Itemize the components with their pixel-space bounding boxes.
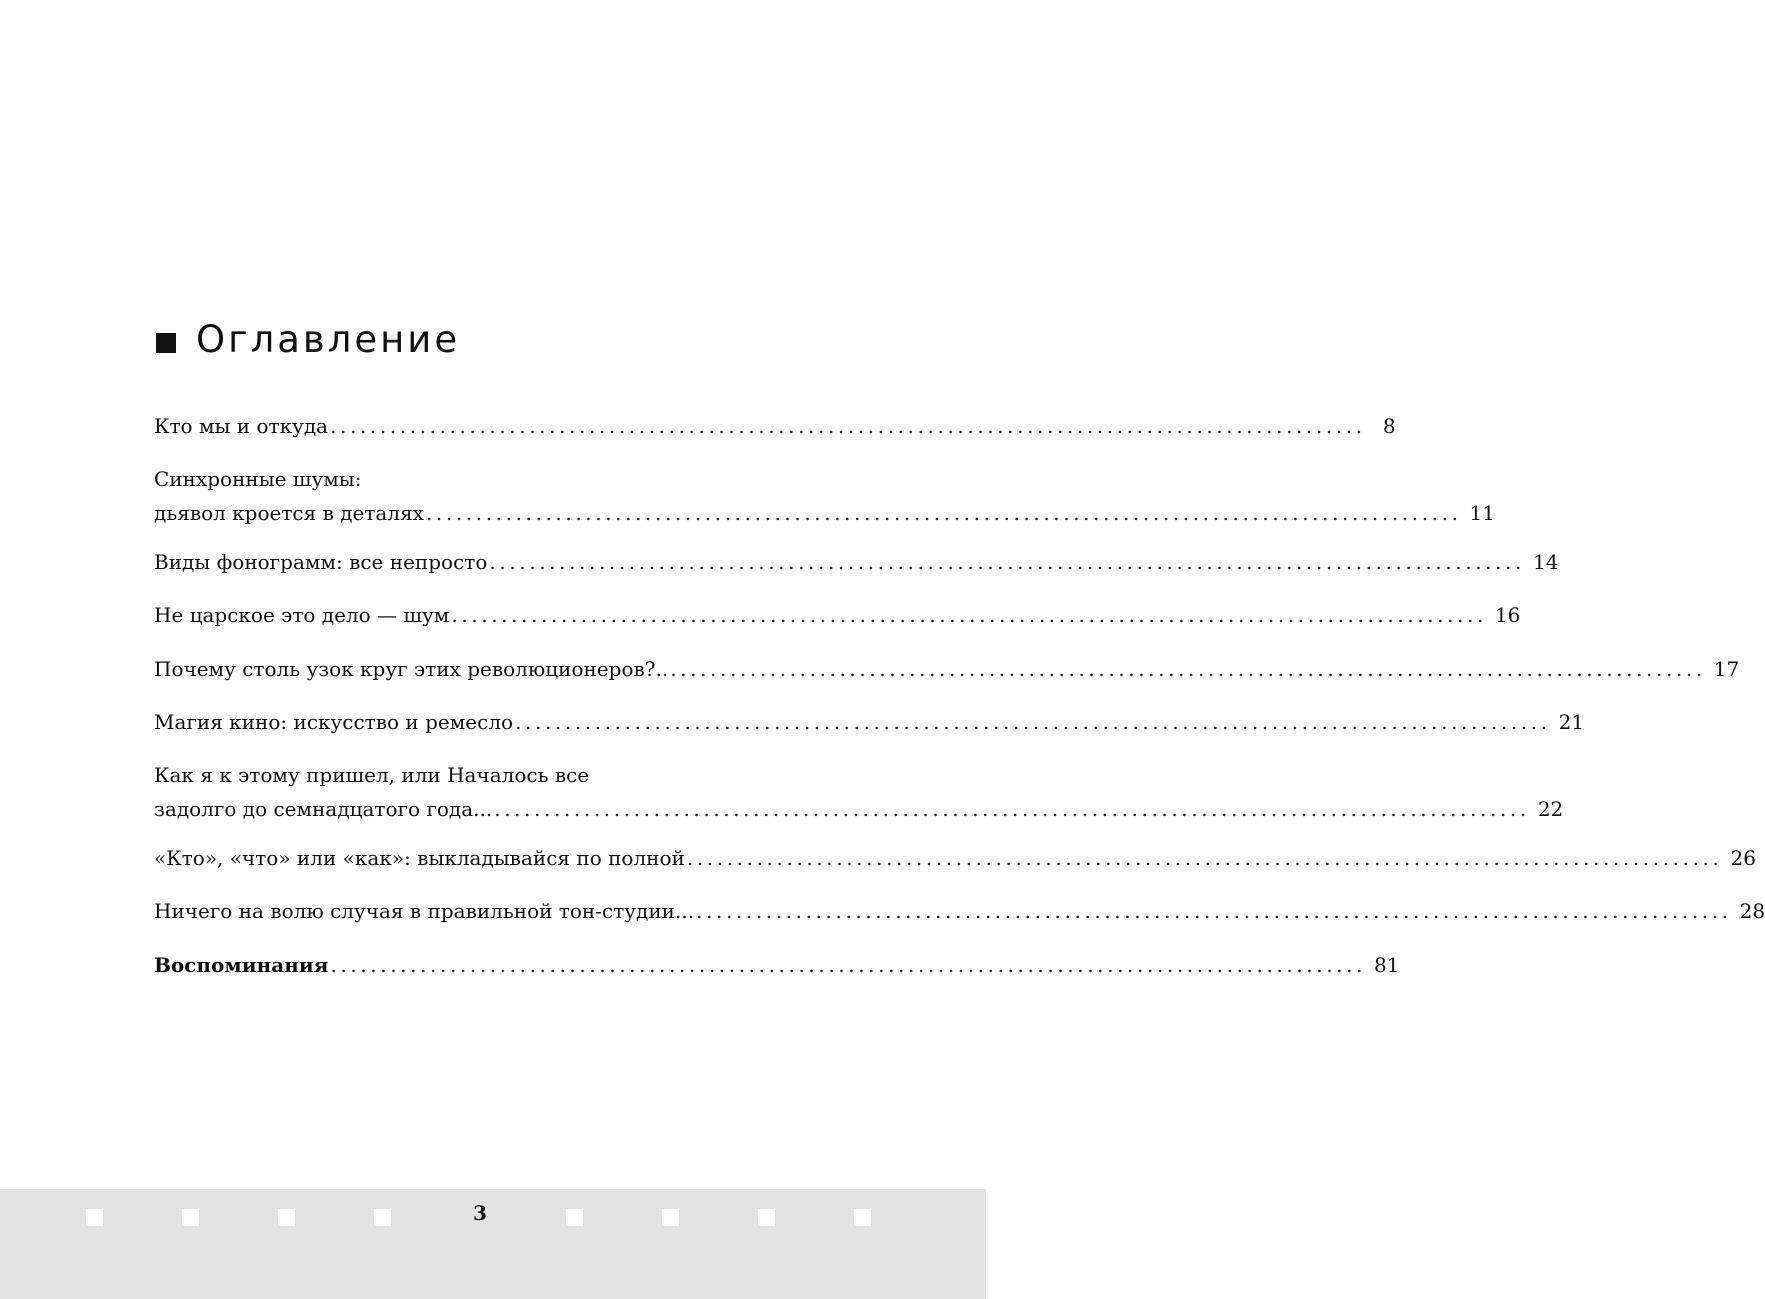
toc-entry-title: Синхронные шумы:	[154, 467, 362, 491]
toc-entry[interactable]	[154, 758, 1564, 826]
footer-square-icon	[374, 1209, 391, 1226]
toc-entry-page: 17	[1713, 657, 1740, 681]
page-footer	[0, 1189, 986, 1299]
toc-leader-dots: ........................................................................................................	[686, 846, 1723, 870]
toc-entry[interactable]	[154, 948, 1400, 982]
toc-leader-dots: ........................................................................................................	[515, 710, 1551, 734]
toc-entry-title-continued: задолго до семнадцатого года...	[154, 797, 493, 821]
toc-entry-page: 22	[1537, 797, 1564, 821]
toc-leader-dots: ........................................................................................................	[425, 501, 1462, 525]
footer-square-icon	[278, 1209, 295, 1226]
toc-entry-page: 14	[1532, 550, 1559, 574]
toc-entry-title: «Кто», «что» или «как»: выкладывайся по полной	[154, 846, 685, 870]
toc-entry[interactable]	[154, 705, 1585, 739]
toc-entry[interactable]	[154, 409, 1396, 443]
toc-entry[interactable]	[154, 545, 1559, 579]
footer-square-icon	[566, 1209, 583, 1226]
footer-square-icon	[854, 1209, 871, 1226]
toc-leader-dots: ........................................................................................................	[696, 899, 1732, 923]
toc-entry[interactable]	[154, 462, 1495, 530]
toc-entry-page: 81	[1374, 953, 1400, 977]
toc-leader-dots: ........................................................................................................	[670, 657, 1706, 681]
toc-entry-page: 21	[1558, 710, 1585, 734]
footer-square-icon	[86, 1209, 103, 1226]
toc-entry-title: Как я к этому пришел, или Началось все	[154, 763, 590, 787]
toc-entry-title: Не царское это дело — шум	[154, 603, 450, 627]
footer-square-icon	[758, 1209, 775, 1226]
toc-leader-dots: ........................................................................................................	[489, 550, 1525, 574]
toc-entry-title: Виды фонограмм: все непросто	[154, 550, 488, 574]
footer-square-icon	[662, 1209, 679, 1226]
toc-entry-page: 26	[1730, 846, 1756, 870]
toc-leader-dots: ........................................................................................................	[330, 414, 1366, 438]
toc-entry[interactable]	[154, 598, 1521, 632]
toc-leader-dots: ........................................................................................................	[451, 603, 1487, 627]
toc-entry[interactable]	[154, 841, 1756, 875]
toc-entry-title-continued: дьявол кроется в деталях	[154, 501, 424, 525]
toc-entry-title: Ничего на волю случая в правильной тон-студии...	[154, 899, 695, 923]
toc-entry-page: 28	[1739, 899, 1765, 923]
toc-entry-page: 11	[1469, 501, 1495, 525]
footer-square-icon	[182, 1209, 199, 1226]
toc-leader-dots: ........................................................................................................	[494, 797, 1530, 821]
toc-entry[interactable]	[154, 652, 1740, 686]
toc-entry[interactable]	[154, 894, 1765, 928]
page-title: Оглавление	[196, 318, 461, 361]
heading-square-icon	[156, 333, 176, 353]
toc-entry-title: Почему столь узок круг этих революционеров?..	[154, 657, 669, 681]
page-number: 3	[473, 1201, 487, 1225]
toc-entry-page: 8	[1382, 414, 1396, 438]
toc-entry-title: Магия кино: искусство и ремесло	[154, 710, 514, 734]
toc-entry-title: Воспоминания	[154, 953, 329, 977]
toc-entry-page: 16	[1494, 603, 1521, 627]
toc-entry-title: Кто мы и откуда	[154, 414, 329, 438]
toc-leader-dots: ........................................................................................................	[330, 953, 1367, 977]
toc-heading	[156, 318, 460, 361]
